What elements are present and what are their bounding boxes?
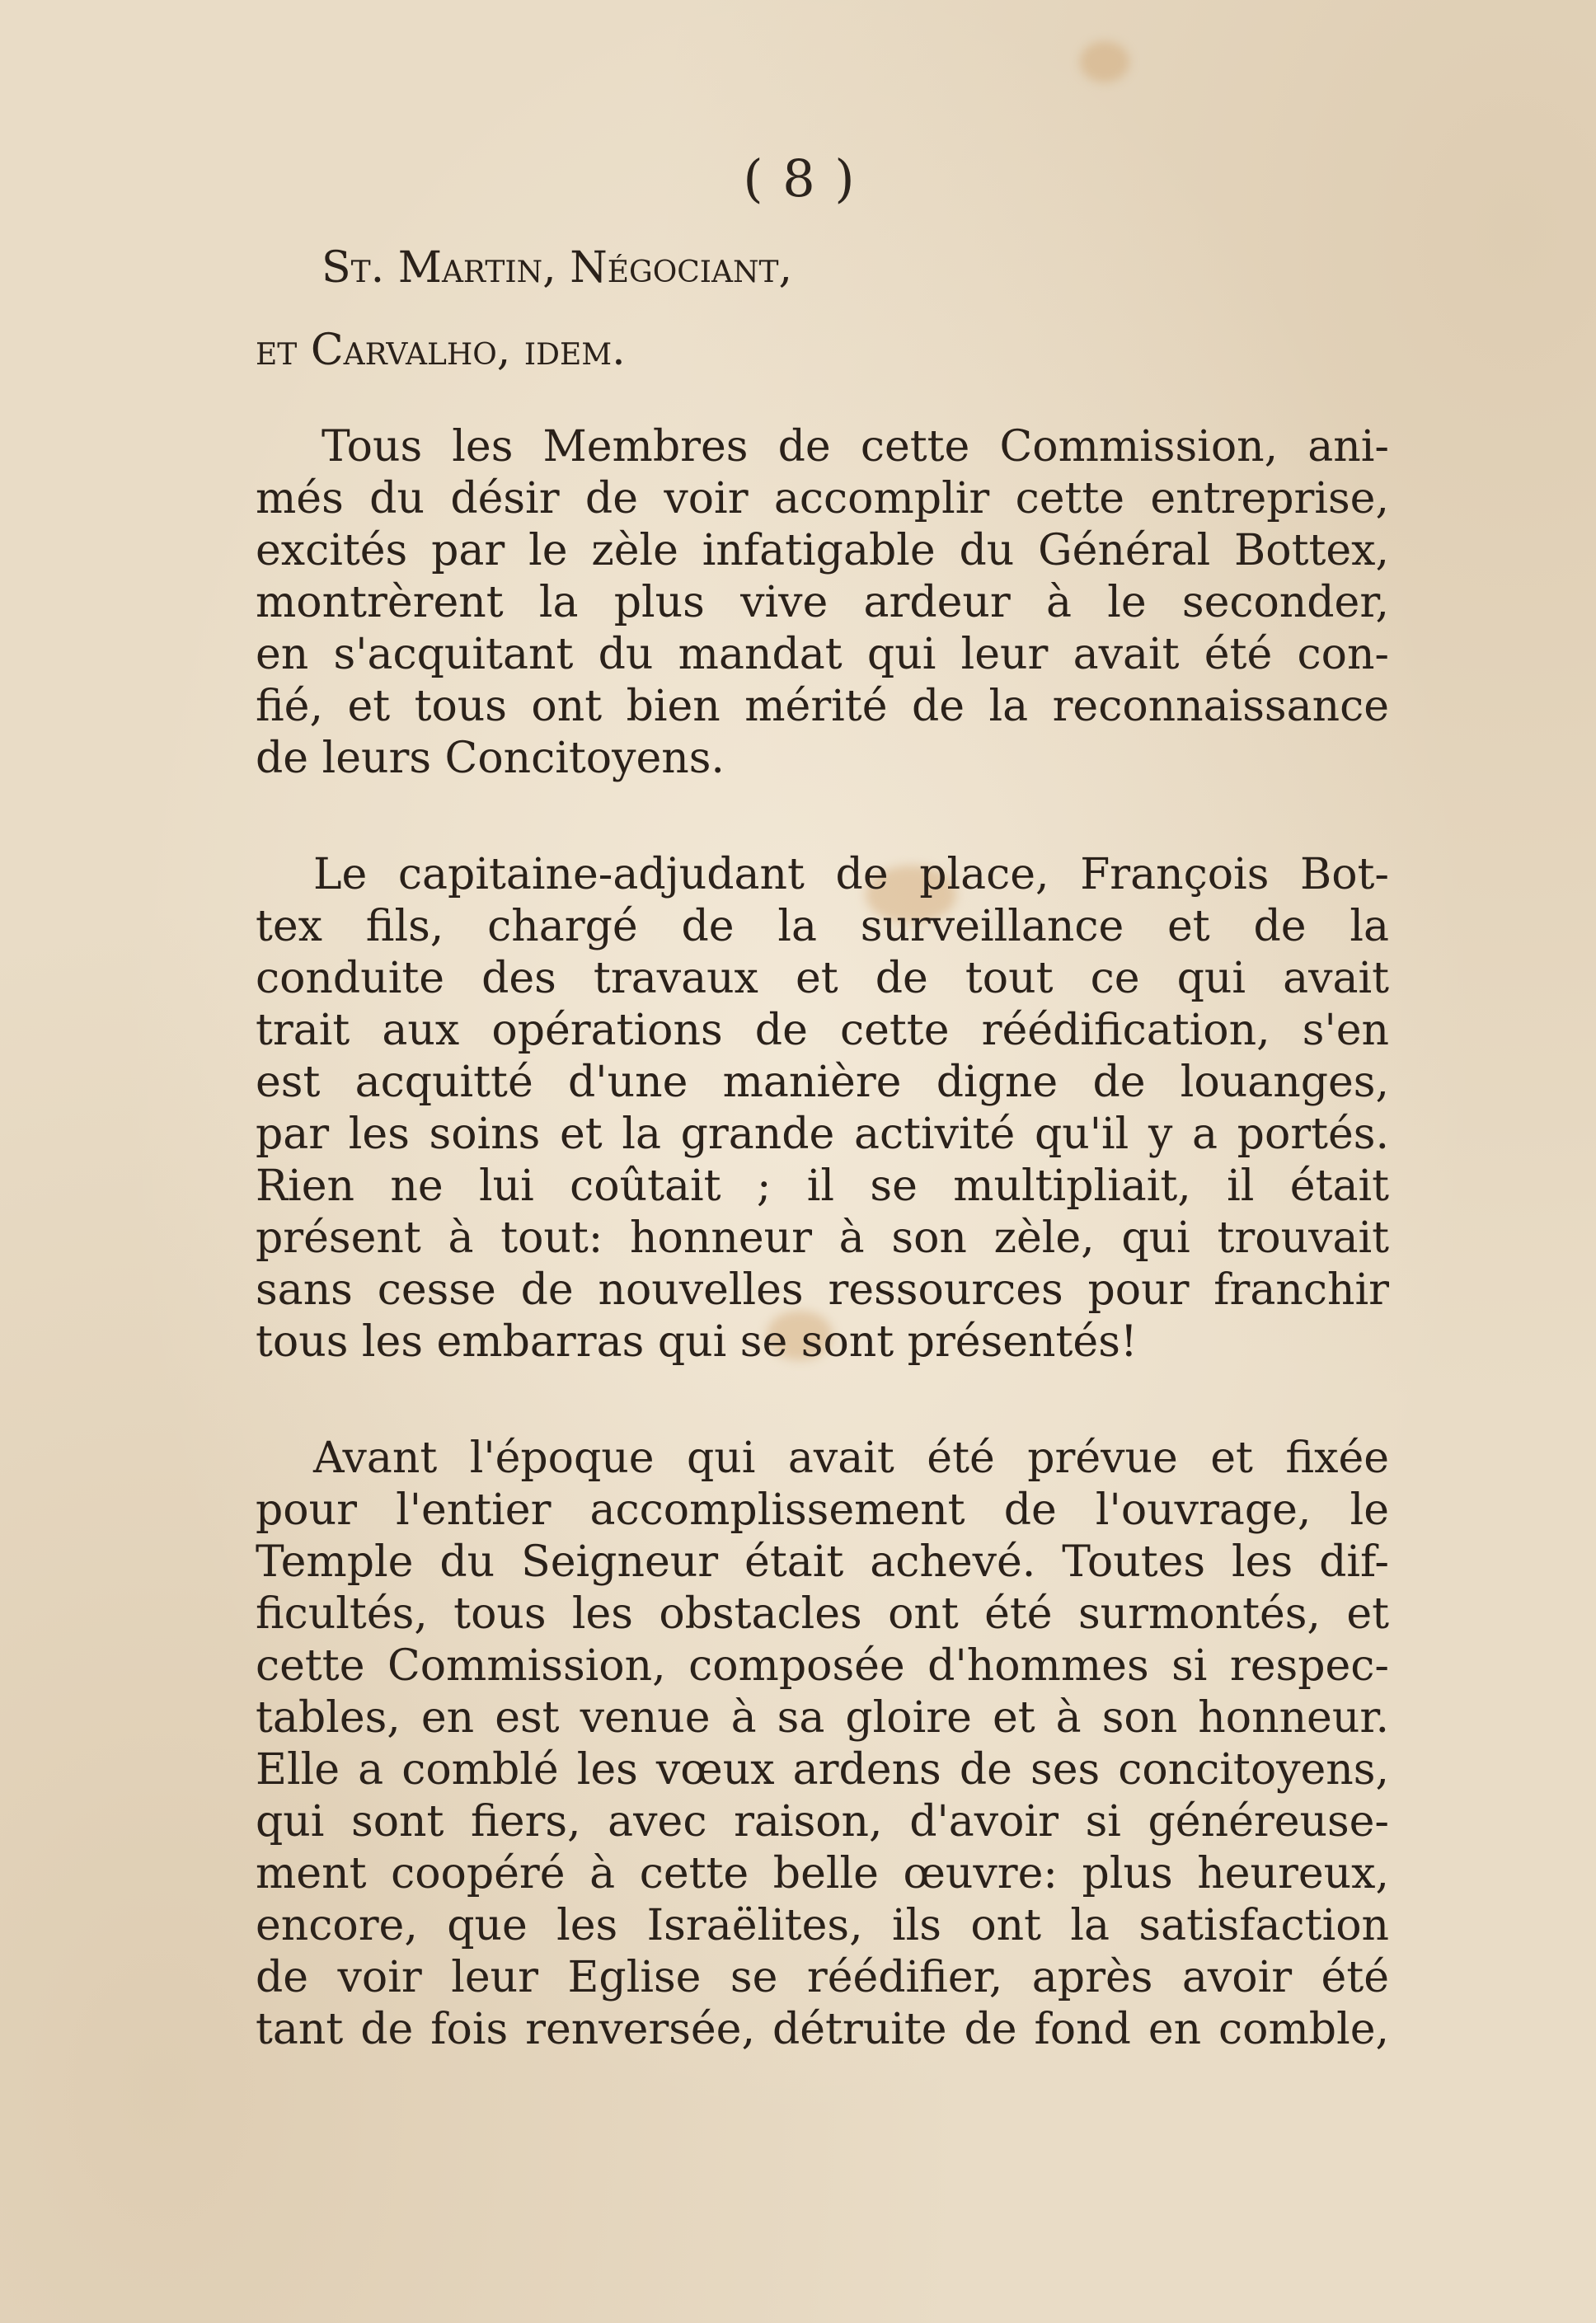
text-line: de voir leur Eglise se réédifier, après avoir été [256,1953,1389,2002]
spacer [256,1368,1389,1433]
text-line: est acquitté d'une manière digne de louanges, [256,1058,1389,1107]
signatory-entry: St. Martin, Négociant, [322,243,793,293]
text-line: excités par le zèle infatigable du Général Bottex, [256,526,1389,575]
text-line: fié, et tous ont bien mérité de la reconnaissance [256,682,1389,731]
text-line: Temple du Seigneur était achevé. Toutes les dif- [256,1537,1389,1587]
text-line: trait aux opérations de cette réédification, s'en [256,1006,1389,1055]
text-line: en s'acquitant du mandat qui leur avait été con- [256,630,1389,679]
text-line: par les soins et la grande activité qu'il y a portés. [256,1110,1389,1159]
text-line: de leurs Concitoyens. [256,734,725,783]
text-line: Elle a comblé les vœux ardens de ses concitoyens, [256,1745,1389,1795]
text-line: tex fils, chargé de la surveillance et de la [256,902,1389,951]
paragraph [256,1433,1389,2056]
text-line: cette Commission, composée d'hommes si respec- [256,1641,1389,1691]
spacer [256,383,1389,421]
text-line: montrèrent la plus vive ardeur à le seconder, [256,578,1389,627]
text-line: Avant l'époque qui avait été prévue et fixée [313,1434,1389,1483]
text-line: tous les embarras qui se sont présentés! [256,1317,1138,1367]
text-line: sans cesse de nouvelles ressources pour franchir [256,1265,1389,1315]
text-line: conduite des travaux et de tout ce qui avait [256,954,1389,1003]
text-line: ment coopéré à cette belle œuvre: plus heureux, [256,1849,1389,1898]
text-line: tant de fois renversée, détruite de fond en comble, [256,2005,1389,2054]
spacer [256,785,1389,849]
text-line: Tous les Membres de cette Commission, ani- [322,422,1389,472]
text-line: Rien ne lui coûtait ; il se multipliait, il était [256,1162,1389,1211]
text-body [256,235,1389,2056]
text-line: més du désir de voir accomplir cette entreprise, [256,474,1389,523]
text-line: présent à tout: honneur à son zèle, qui trouvait [256,1213,1389,1263]
paper-stain [1080,41,1129,82]
text-line: ficultés, tous les obstacles ont été surmontés, et [256,1589,1389,1639]
text-line: Le capitaine-adjudant de place, François Bot- [313,850,1389,899]
text-line: pour l'entier accomplissement de l'ouvrage, le [256,1485,1389,1535]
text-line: encore, que les Israëlites, ils ont la satisfaction [256,1901,1389,1950]
text-line: qui sont fiers, avec raison, d'avoir si généreuse- [256,1797,1389,1847]
text-line: tables, en est venue à sa gloire et à son honneur. [256,1693,1389,1743]
signatory-line [256,317,1389,383]
paragraph [256,849,1389,1368]
signatory-entry: et Carvalho, idem. [256,326,626,375]
paragraph [256,421,1389,785]
signatory-line [256,235,1389,301]
page-number: ( 8 ) [743,148,857,209]
